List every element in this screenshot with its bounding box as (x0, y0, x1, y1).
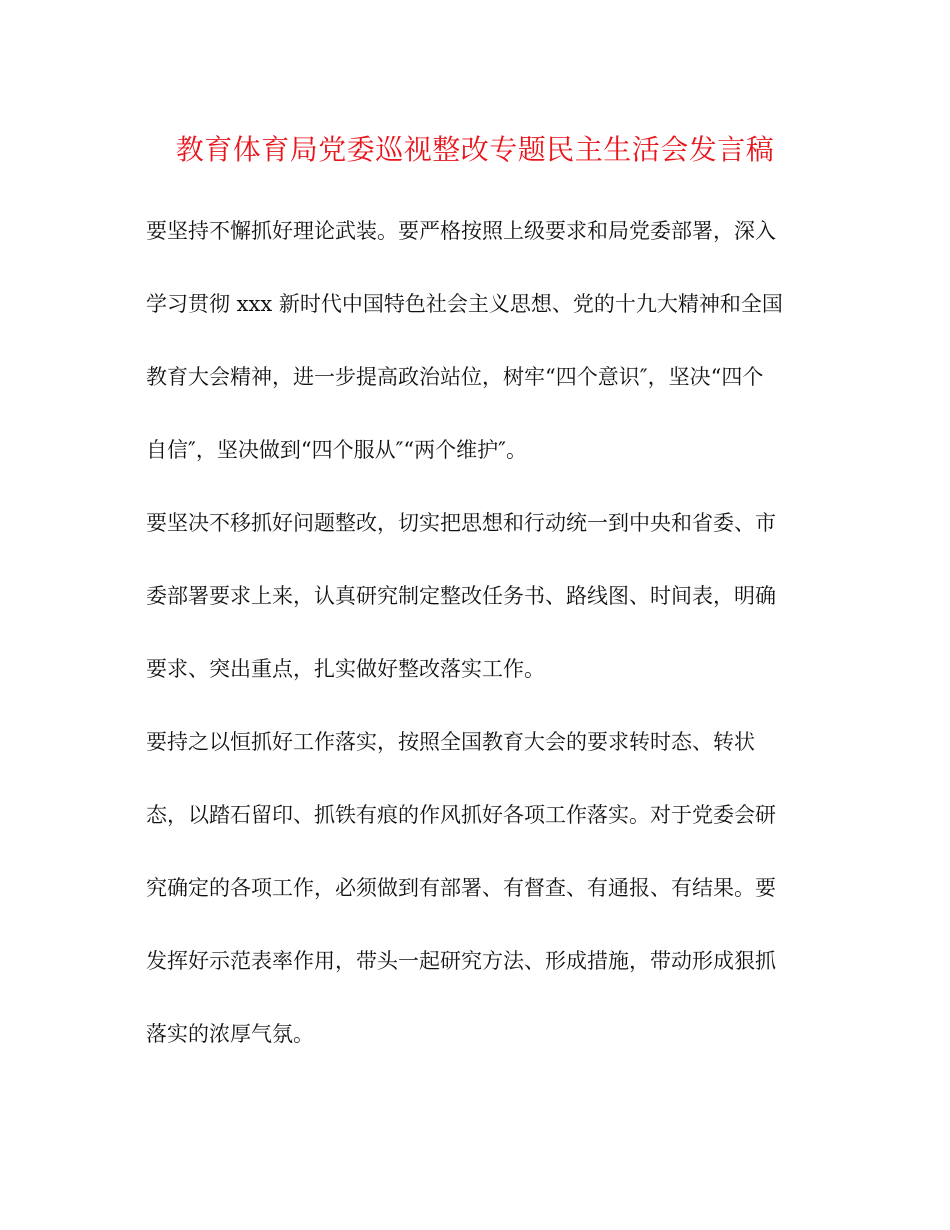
paragraph-line: 要持之以恒抓好工作落实，按照全国教育大会的要求转时态、转状 (146, 730, 755, 754)
paragraph-line: 要坚持不懈抓好理论武装。要严格按照上级要求和局党委部署，深入 (146, 219, 776, 243)
paragraph-line: 要坚决不移抓好问题整改，切实把思想和行动统一到中央和省委、市 (146, 511, 776, 535)
paragraph-line: 究确定的各项工作，必须做到有部署、有督查、有通报、有结果。要 (146, 876, 776, 900)
paragraph-line: 落实的浓厚气氛。 (146, 1022, 314, 1046)
document-title: 教育体育局党委巡视整改专题民主生活会发言稿 (175, 133, 775, 166)
paragraph-line: 自信″，坚决做到“四个服从″“两个维护″。 (146, 438, 528, 462)
paragraph-line: 委部署要求上来，认真研究制定整改任务书、路线图、时间表，明确 (146, 584, 776, 608)
paragraph-line: 教育大会精神，进一步提高政治站位，树牢“四个意识″，坚决“四个 (146, 365, 764, 389)
paragraph-line: 学习贯彻 xxx 新时代中国特色社会主义思想、党的十九大精神和全国 (146, 292, 783, 316)
paragraph-line: 要求、突出重点，扎实做好整改落实工作。 (146, 657, 545, 681)
paragraph-line: 发挥好示范表率作用，带头一起研究方法、形成措施，带动形成狠抓 (146, 949, 776, 973)
paragraph-line: 态，以踏石留印、抓铁有痕的作风抓好各项工作落实。对于党委会研 (146, 803, 776, 827)
